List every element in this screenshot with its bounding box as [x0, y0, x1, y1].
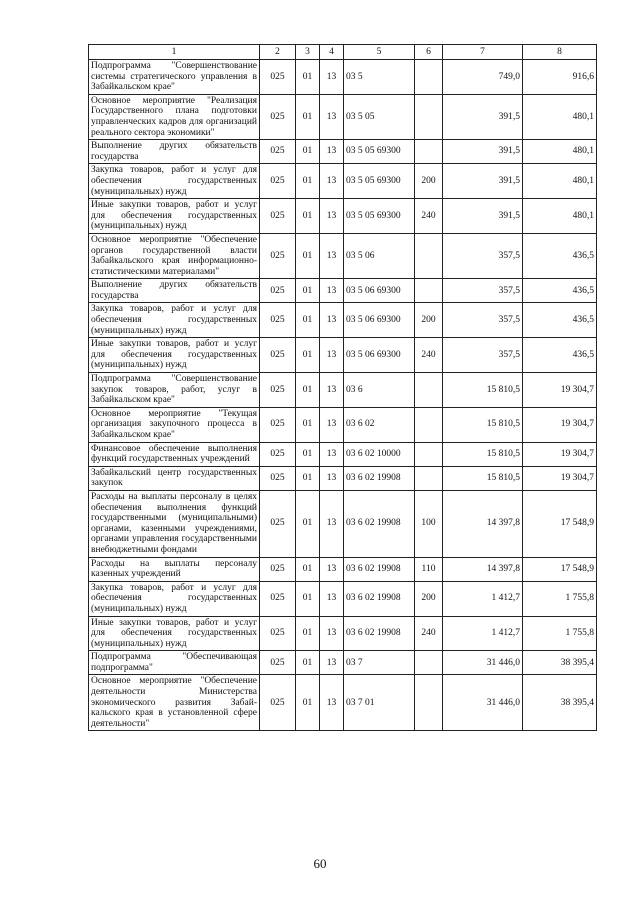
section-cell: 01 — [296, 199, 320, 234]
table-row — [89, 581, 597, 616]
admin-code-cell: 025 — [260, 303, 296, 338]
expense-type-cell: 240 — [415, 199, 443, 234]
subsection-cell: 13 — [320, 651, 344, 675]
expense-type-cell — [415, 442, 443, 466]
target-article-cell: 03 6 02 19908 — [344, 616, 415, 651]
admin-code-cell: 025 — [260, 164, 296, 199]
row-name-cell: Закупка товаров, работ и услуг для обеспечения государственных (муниципальных) нужд — [89, 581, 260, 616]
target-article-cell: 03 5 05 69300 — [344, 140, 415, 164]
expense-type-cell: 200 — [415, 303, 443, 338]
section-cell: 01 — [296, 616, 320, 651]
section-cell: 01 — [296, 94, 320, 139]
row-name-cell: Финансовое обеспечение выполнения функций государственных учреждений — [89, 442, 260, 466]
target-article-cell: 03 6 02 19908 — [344, 557, 415, 581]
expense-type-cell — [415, 233, 443, 278]
subsection-cell: 13 — [320, 94, 344, 139]
section-cell: 01 — [296, 303, 320, 338]
subsection-cell: 13 — [320, 466, 344, 490]
amount-cell: 357,5 — [443, 338, 523, 373]
table-row — [89, 140, 597, 164]
subsection-cell: 13 — [320, 581, 344, 616]
amount-cell: 14 397,8 — [443, 557, 523, 581]
row-name-cell: Выполнение других обязательств государства — [89, 279, 260, 303]
table-row — [89, 164, 597, 199]
admin-code-cell: 025 — [260, 60, 296, 95]
column-header: 3 — [296, 45, 320, 60]
amount-cell: 357,5 — [443, 303, 523, 338]
table-row — [89, 373, 597, 408]
section-cell: 01 — [296, 490, 320, 557]
expense-type-cell — [415, 94, 443, 139]
section-cell: 01 — [296, 60, 320, 95]
section-cell: 01 — [296, 233, 320, 278]
subsection-cell: 13 — [320, 164, 344, 199]
table-row — [89, 338, 597, 373]
section-cell: 01 — [296, 164, 320, 199]
section-cell: 01 — [296, 466, 320, 490]
target-article-cell: 03 5 05 69300 — [344, 199, 415, 234]
subsection-cell: 13 — [320, 675, 344, 731]
row-name-cell: Закупка товаров, работ и услуг для обеспечения государственных (муниципальных) нужд — [89, 303, 260, 338]
expense-type-cell — [415, 373, 443, 408]
subsection-cell: 13 — [320, 233, 344, 278]
admin-code-cell: 025 — [260, 442, 296, 466]
table-row — [89, 279, 597, 303]
table-row — [89, 616, 597, 651]
page-number: 60 — [313, 856, 327, 871]
table-row — [89, 60, 597, 95]
row-name-cell: Выполнение других обязательств государства — [89, 140, 260, 164]
table-row — [89, 490, 597, 557]
subsection-cell: 13 — [320, 407, 344, 442]
subsection-cell: 13 — [320, 279, 344, 303]
admin-code-cell: 025 — [260, 140, 296, 164]
target-article-cell: 03 5 05 — [344, 94, 415, 139]
admin-code-cell: 025 — [260, 675, 296, 731]
target-article-cell: 03 6 02 10000 — [344, 442, 415, 466]
target-article-cell: 03 6 02 19908 — [344, 490, 415, 557]
budget-table — [88, 44, 597, 731]
subsection-cell: 13 — [320, 199, 344, 234]
target-article-cell: 03 7 — [344, 651, 415, 675]
amount-cell: 436,5 — [523, 338, 597, 373]
target-article-cell: 03 6 02 — [344, 407, 415, 442]
amount-cell: 19 304,7 — [523, 442, 597, 466]
section-cell: 01 — [296, 675, 320, 731]
amount-cell: 357,5 — [443, 279, 523, 303]
column-header: 4 — [320, 45, 344, 60]
row-name-cell: Основное мероприятие "Обеспечение деятельности Министерства экономического развития Забайкальского края в установленной сфере деятельности" — [89, 675, 260, 731]
table-row — [89, 675, 597, 731]
column-header: 6 — [415, 45, 443, 60]
admin-code-cell: 025 — [260, 581, 296, 616]
subsection-cell: 13 — [320, 140, 344, 164]
admin-code-cell: 025 — [260, 557, 296, 581]
admin-code-cell: 025 — [260, 94, 296, 139]
row-name-cell: Подпрограмма "Обеспечивающая подпрограмма" — [89, 651, 260, 675]
table-row — [89, 94, 597, 139]
expense-type-cell: 240 — [415, 616, 443, 651]
expense-type-cell — [415, 60, 443, 95]
expense-type-cell — [415, 675, 443, 731]
row-name-cell: Основное мероприятие "Обеспечение органов государственной власти Забайкальского края информационно-статистическими материалами" — [89, 233, 260, 278]
subsection-cell: 13 — [320, 616, 344, 651]
admin-code-cell: 025 — [260, 407, 296, 442]
table-header-row — [89, 45, 597, 60]
amount-cell: 391,5 — [443, 94, 523, 139]
amount-cell: 14 397,8 — [443, 490, 523, 557]
amount-cell: 480,1 — [523, 94, 597, 139]
target-article-cell: 03 5 06 69300 — [344, 279, 415, 303]
column-header: 7 — [443, 45, 523, 60]
amount-cell: 38 395,4 — [523, 651, 597, 675]
amount-cell: 1 755,8 — [523, 581, 597, 616]
admin-code-cell: 025 — [260, 199, 296, 234]
subsection-cell: 13 — [320, 338, 344, 373]
expense-type-cell — [415, 651, 443, 675]
table-row — [89, 199, 597, 234]
column-header: 2 — [260, 45, 296, 60]
column-header: 5 — [344, 45, 415, 60]
row-name-cell: Подпрограмма "Совершенствование закупок товаров, работ, услуг в Забайкальском крае" — [89, 373, 260, 408]
expense-type-cell: 100 — [415, 490, 443, 557]
admin-code-cell: 025 — [260, 373, 296, 408]
amount-cell: 15 810,5 — [443, 407, 523, 442]
row-name-cell: Иные закупки товаров, работ и услуг для обеспечения государственных (муниципальных) нужд — [89, 338, 260, 373]
amount-cell: 436,5 — [523, 303, 597, 338]
amount-cell: 38 395,4 — [523, 675, 597, 731]
amount-cell: 31 446,0 — [443, 675, 523, 731]
amount-cell: 15 810,5 — [443, 466, 523, 490]
row-name-cell: Расходы на выплаты персоналу в целях обеспечения выполнения функций государственными (муниципальными) органами, казенными учреждениями, органами управления государственными внебюджетными фондами — [89, 490, 260, 557]
expense-type-cell — [415, 279, 443, 303]
expense-type-cell: 200 — [415, 581, 443, 616]
table-row — [89, 466, 597, 490]
subsection-cell: 13 — [320, 442, 344, 466]
target-article-cell: 03 6 02 19908 — [344, 581, 415, 616]
subsection-cell: 13 — [320, 490, 344, 557]
amount-cell: 749,0 — [443, 60, 523, 95]
column-header: 8 — [523, 45, 597, 60]
section-cell: 01 — [296, 338, 320, 373]
expense-type-cell — [415, 140, 443, 164]
expense-type-cell: 240 — [415, 338, 443, 373]
target-article-cell: 03 5 05 69300 — [344, 164, 415, 199]
target-article-cell: 03 5 06 — [344, 233, 415, 278]
section-cell: 01 — [296, 407, 320, 442]
admin-code-cell: 025 — [260, 279, 296, 303]
section-cell: 01 — [296, 581, 320, 616]
target-article-cell: 03 7 01 — [344, 675, 415, 731]
section-cell: 01 — [296, 373, 320, 408]
admin-code-cell: 025 — [260, 616, 296, 651]
row-name-cell: Забайкальский центр государственных закупок — [89, 466, 260, 490]
row-name-cell: Закупка товаров, работ и услуг для обеспечения государственных (муниципальных) нужд — [89, 164, 260, 199]
target-article-cell: 03 5 06 69300 — [344, 338, 415, 373]
table-row — [89, 303, 597, 338]
column-header: 1 — [89, 45, 260, 60]
admin-code-cell: 025 — [260, 490, 296, 557]
table-row — [89, 651, 597, 675]
amount-cell: 391,5 — [443, 199, 523, 234]
amount-cell: 1 412,7 — [443, 581, 523, 616]
row-name-cell: Основное мероприятие "Реализация Государственного плана подготовки управленческих кадров для организаций реального сектора экономики" — [89, 94, 260, 139]
amount-cell: 436,5 — [523, 279, 597, 303]
admin-code-cell: 025 — [260, 338, 296, 373]
amount-cell: 357,5 — [443, 233, 523, 278]
amount-cell: 1 412,7 — [443, 616, 523, 651]
amount-cell: 480,1 — [523, 199, 597, 234]
row-name-cell: Подпрограмма "Совершенствование системы стратегического управления в Забайкальском крае" — [89, 60, 260, 95]
subsection-cell: 13 — [320, 303, 344, 338]
subsection-cell: 13 — [320, 60, 344, 95]
amount-cell: 1 755,8 — [523, 616, 597, 651]
amount-cell: 436,5 — [523, 233, 597, 278]
subsection-cell: 13 — [320, 373, 344, 408]
subsection-cell: 13 — [320, 557, 344, 581]
expense-type-cell: 200 — [415, 164, 443, 199]
target-article-cell: 03 5 — [344, 60, 415, 95]
target-article-cell: 03 6 02 19908 — [344, 466, 415, 490]
target-article-cell: 03 5 06 69300 — [344, 303, 415, 338]
table-row — [89, 233, 597, 278]
table-row — [89, 407, 597, 442]
amount-cell: 19 304,7 — [523, 407, 597, 442]
admin-code-cell: 025 — [260, 233, 296, 278]
amount-cell: 19 304,7 — [523, 466, 597, 490]
amount-cell: 916,6 — [523, 60, 597, 95]
section-cell: 01 — [296, 279, 320, 303]
table-row — [89, 557, 597, 581]
amount-cell: 31 446,0 — [443, 651, 523, 675]
amount-cell: 19 304,7 — [523, 373, 597, 408]
section-cell: 01 — [296, 140, 320, 164]
amount-cell: 391,5 — [443, 164, 523, 199]
table-row — [89, 442, 597, 466]
amount-cell: 15 810,5 — [443, 373, 523, 408]
row-name-cell: Иные закупки товаров, работ и услуг для обеспечения государственных (муниципальных) нужд — [89, 616, 260, 651]
section-cell: 01 — [296, 651, 320, 675]
amount-cell: 17 548,9 — [523, 490, 597, 557]
expense-type-cell: 110 — [415, 557, 443, 581]
amount-cell: 480,1 — [523, 140, 597, 164]
amount-cell: 391,5 — [443, 140, 523, 164]
section-cell: 01 — [296, 557, 320, 581]
amount-cell: 15 810,5 — [443, 442, 523, 466]
target-article-cell: 03 6 — [344, 373, 415, 408]
admin-code-cell: 025 — [260, 466, 296, 490]
row-name-cell: Расходы на выплаты персоналу казенных учреждений — [89, 557, 260, 581]
amount-cell: 480,1 — [523, 164, 597, 199]
row-name-cell: Основное мероприятие "Текущая организация закупочного процесса в Забайкальском крае" — [89, 407, 260, 442]
admin-code-cell: 025 — [260, 651, 296, 675]
expense-type-cell — [415, 407, 443, 442]
amount-cell: 17 548,9 — [523, 557, 597, 581]
section-cell: 01 — [296, 442, 320, 466]
expense-type-cell — [415, 466, 443, 490]
row-name-cell: Иные закупки товаров, работ и услуг для обеспечения государственных (муниципальных) нужд — [89, 199, 260, 234]
